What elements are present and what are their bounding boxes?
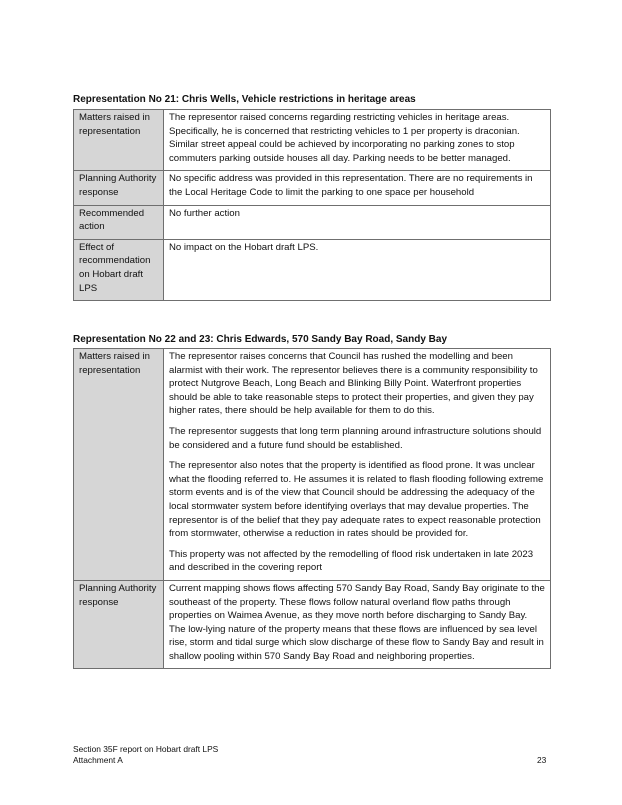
paragraph: No specific address was provided in this representation. There are no requirements in the Local Heritage Code to limit the parking to one space per household	[169, 173, 533, 198]
paragraph: No impact on the Hobart draft LPS.	[169, 241, 319, 253]
row-label: Effect of recommendation on Hobart draft LPS	[74, 239, 164, 300]
footer	[73, 744, 218, 766]
footer-report-title: Section 35F report on Hobart draft LPS	[73, 744, 219, 754]
paragraph: Current mapping shows flows affecting 570 Sandy Bay Road, Sandy Bay originate to the southeast of the property. These flows follow natural overland flow paths through properties on Waimea Avenue, as they move north before discharging to Sandy Bay. The low-lying nature of the property means that these flows are influenced by sea level rise, storm and tidal surge which slow discharge of these flow to Sandy Bay and result in shallow pooling within 570 Sandy Bay Road and neighboring properties.	[169, 582, 545, 662]
paragraph: The representor raised concerns regarding restricting vehicles in heritage areas. Specifically, he is concerned that restricting vehicles to 1 per property is draconian. Similar street appeal could be achieved by incorporating no parking zones to stop commuters parking outside houses all day. Parking needs to be better managed.	[169, 112, 520, 164]
paragraph: No further action	[169, 207, 240, 219]
row-content	[164, 580, 551, 669]
row-label: Matters raised in representation	[74, 110, 164, 171]
table-row	[74, 205, 551, 239]
representation-21-heading: Representation No 21: Chris Wells, Vehicle restrictions in heritage areas	[73, 94, 416, 105]
row-label: Recommended action	[74, 205, 164, 239]
row-label: Matters raised in representation	[74, 349, 164, 581]
table-row	[74, 580, 551, 669]
table-row	[74, 171, 551, 205]
page-number: 23	[537, 755, 547, 765]
row-label: Planning Authority response	[74, 171, 164, 205]
table-row	[74, 110, 551, 171]
representation-22-23-table	[73, 348, 551, 669]
row-content	[164, 205, 551, 239]
row-label: Planning Authority response	[74, 580, 164, 669]
row-content	[164, 171, 551, 205]
footer-attachment: Attachment A	[73, 755, 123, 765]
paragraph: The representor also notes that the property is identified as flood prone. It was unclear what the flooding referred to. He assumes it is related to flash flooding following extreme storm events and is of the view that Council should be addressing the adequacy of the local stormwater system before identifying overlays that may devalue properties. The representor is of the belief that they pay adequate rates to expect reasonable protection from stormwater, otherwise a reduction in rates should be provided for.	[169, 460, 544, 540]
paragraph: The representor suggests that long term planning around infrastructure solutions should be considered and a future fund should be established.	[169, 425, 542, 451]
representation-21-table	[73, 109, 551, 301]
paragraph: This property was not affected by the remodelling of flood risk undertaken in late 2023 and described in the covering report	[169, 548, 534, 574]
row-content	[164, 239, 551, 300]
table-row	[74, 349, 551, 581]
representation-22-23-heading: Representation No 22 and 23: Chris Edwards, 570 Sandy Bay Road, Sandy Bay	[73, 334, 448, 345]
row-content	[164, 349, 551, 581]
paragraph: The representor raises concerns that Council has rushed the modelling and been alarmist with their work. The representor believes there is a community responsibility to protect Nutgrove Beach, Long Beach and Blinking Billy Point. Waterfront properties should be able to take reasonable steps to protect their properties, and given they pay higher rates, there should be help available for them to do this.	[169, 351, 538, 417]
row-content	[164, 110, 551, 171]
table-row	[74, 239, 551, 300]
